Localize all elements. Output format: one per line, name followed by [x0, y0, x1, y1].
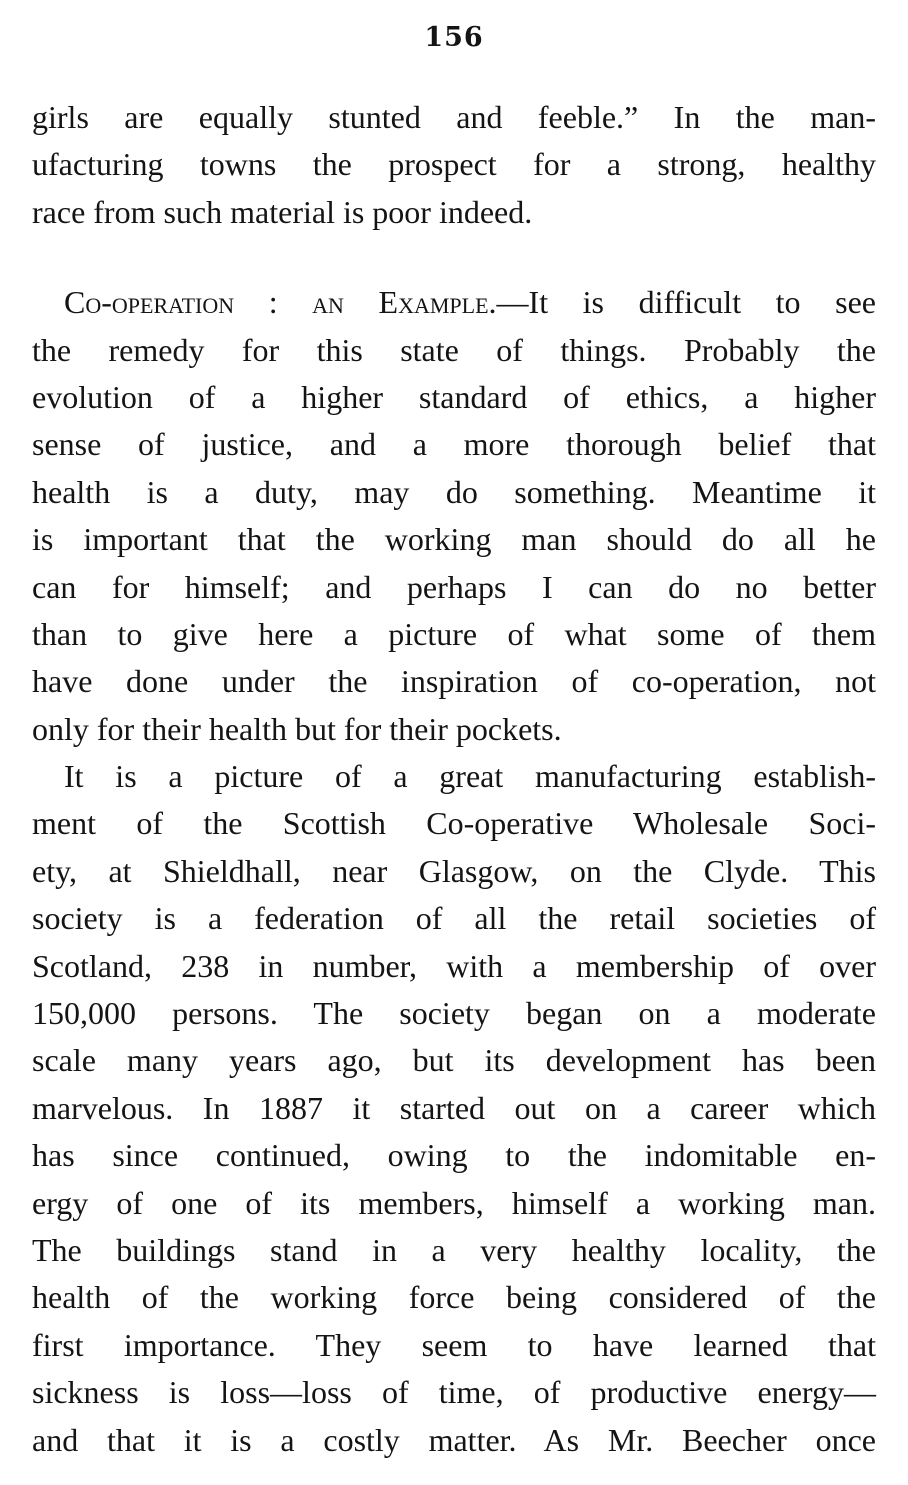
text-line: evolution of a higher standard of ethics, a higher: [32, 378, 876, 415]
text-line: Scotland, 238 in number, with a membership of over: [32, 947, 876, 984]
text-line: is important that the working man should do all he: [32, 521, 876, 558]
text-line: ment of the Scottish Co-operative Wholesale Soci-: [32, 805, 876, 842]
text-line: ufacturing towns the prospect for a strong, healthy: [32, 146, 876, 183]
text-line: can for himself; and perhaps I can do no better: [32, 568, 876, 605]
text-line: have done under the inspiration of co-operation, not: [32, 663, 876, 700]
page-number: 156: [424, 22, 484, 53]
text-line: has since continued, owing to the indomitable en-: [32, 1137, 876, 1174]
text-line: the remedy for this state of things. Probably the: [32, 331, 876, 368]
text-line: sickness is loss—loss of time, of productive energy—: [32, 1374, 876, 1411]
text-line: society is a federation of all the retail societies of: [32, 900, 876, 937]
paragraph-2: [32, 279, 876, 753]
text-line: sense of justice, and a more thorough belief that: [32, 426, 876, 463]
book-page: [32, 18, 876, 1464]
section-heading: Co-operation : an Example.: [64, 284, 497, 321]
paragraph-3: [32, 753, 876, 1464]
text-line: race from such material is poor indeed.: [32, 193, 533, 230]
text-line: than to give here a picture of what some of them: [32, 615, 876, 652]
text-line: first importance. They seem to have learned that: [32, 1326, 876, 1363]
text-line-continuation: —It is difficult to see: [496, 284, 877, 321]
text-line: health is a duty, may do something. Meantime it: [32, 473, 876, 510]
text-line: 150,000 persons. The society began on a moderate: [32, 995, 876, 1032]
text-line: scale many years ago, but its development has been: [32, 1042, 876, 1079]
text-line: The buildings stand in a very healthy locality, the: [32, 1231, 876, 1268]
text-line: and that it is a costly matter. As Mr. Beecher once: [32, 1421, 876, 1458]
text-line: It is a picture of a great manufacturing establish-: [64, 758, 876, 795]
text-line: marvelous. In 1887 it started out on a career which: [32, 1089, 876, 1126]
text-line-with-heading: [32, 279, 876, 326]
text-line: ety, at Shieldhall, near Glasgow, on the Clyde. This: [32, 852, 876, 889]
text-line: only for their health but for their pockets.: [32, 710, 562, 747]
paragraph-gap: [32, 236, 876, 279]
paragraph-1: [32, 94, 876, 236]
text-line: ergy of one of its members, himself a working man.: [32, 1184, 876, 1221]
text-line: girls are equally stunted and feeble.” In the man-: [32, 99, 876, 135]
text-line: health of the working force being considered of the: [32, 1279, 876, 1316]
